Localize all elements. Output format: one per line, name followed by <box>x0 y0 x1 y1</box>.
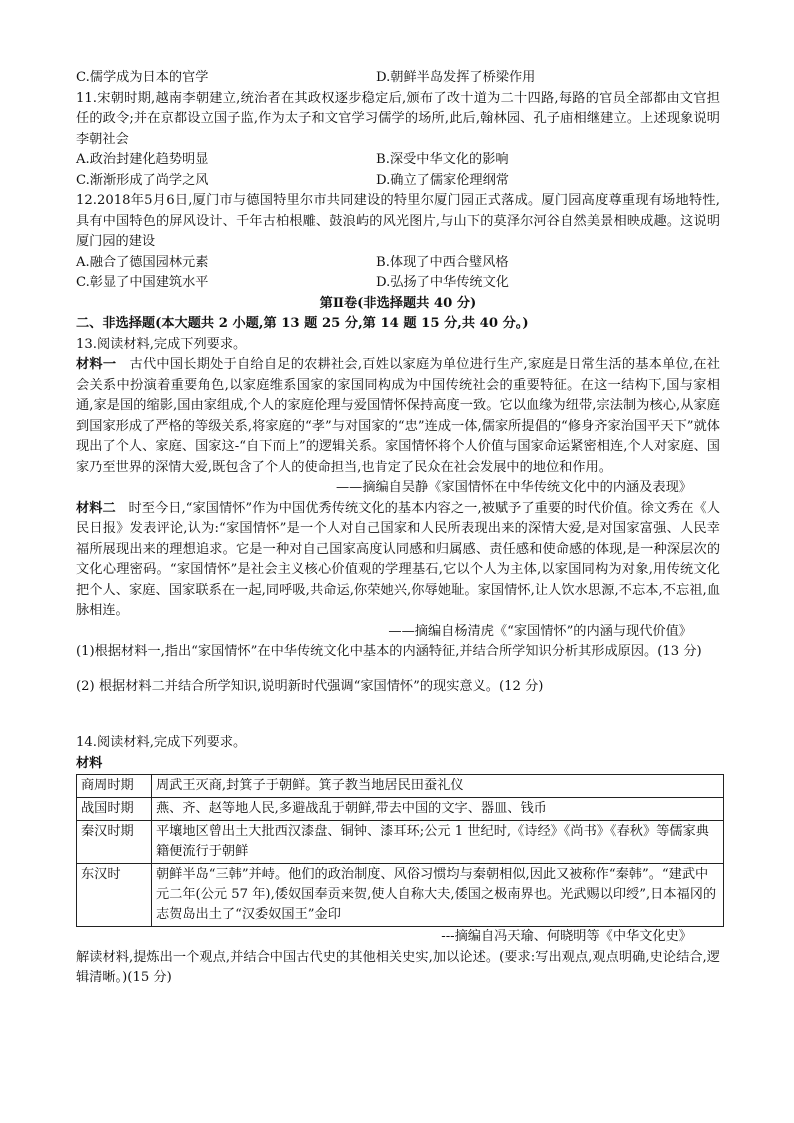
q13-intro: 13.阅读材料,完成下列要求。 <box>76 336 247 352</box>
q11-option-c: C.渐渐形成了尚学之风 <box>76 172 209 188</box>
section-heading: 二、非选择题(本大题共 2 小题,第 13 题 25 分,第 14 题 15 分,共 40 分。) <box>76 316 529 331</box>
event-cell: 朝鲜半岛“三韩”并峙。他们的政治制度、风俗习惯均与秦朝相似,因此又被称作“秦韩”。“建武中元二年(公元 57 年),倭奴国奉贡来贺,使人自称大夫,倭国之极南界也。光武赐以印绶”,日本福冈的志贺岛出土了“汉委奴国王”金印 <box>152 864 724 927</box>
q14-material-table <box>76 774 724 927</box>
q14-intro: 14.阅读材料,完成下列要求。 <box>76 735 247 750</box>
q10-options-row <box>76 68 720 89</box>
q12-option-c: C.彰显了中国建筑水平 <box>76 275 209 290</box>
q14-source: ---摘编自冯天瑜、何晓明等《中华文化史》 <box>441 929 692 944</box>
q13-subquestion-2: (2) 根据材料二并结合所学知识,说明新时代强调“家国情怀”的现实意义。(12 分) <box>76 678 544 694</box>
q12-option-b: B.体现了中西合璧风格 <box>376 254 509 270</box>
period-cell: 战国时期 <box>77 798 152 821</box>
q12-stem: 12.2018年5月6日,厦门市与德国特里尔市共同建设的特里尔厦门园正式落成。厦门园高度尊重现有场地特性,具有中国特色的屏风设计、千年古柏根雕、鼓浪屿的风光图片,与山下的莫泽尔河谷自然美景相映成趣。这说明厦门园的建设 <box>76 193 720 249</box>
material-1-source: ——摘编自吴静《家国情怀在中华传统文化中的内涵及表现》 <box>335 480 692 495</box>
table-row <box>77 821 724 864</box>
q11-stem: 11.宋朝时期,越南李朝建立,统治者在其政权逐步稳定后,颁布了改十道为二十四路,每路的官员全部都由文官担任的政令;并在京都设立国子监,作为太子和文官学习儒学的场所,此后,翰林园、孔子庙相继建立。上述现象说明李朝社会 <box>76 90 720 147</box>
table-row <box>77 864 724 927</box>
q11-option-d: D.确立了儒家伦理纲常 <box>376 172 509 188</box>
material-2-label: 材料二 <box>76 500 116 516</box>
event-cell: 燕、齐、赵等地人民,多避战乱于朝鲜,带去中国的文字、器皿、钱币 <box>152 798 724 821</box>
material-2-text: 时至今日,“家国情怀”作为中国优秀传统文化的基本内容之一,被赋予了重要的时代价值。徐文秀在《人民日报》发表评论,认为:“家国情怀”是一个人对自己国家和人民所表现出来的深情大爱,是对国家富强、人民幸福所展现出来的理想追求。它是一种对自己国家高度认同感和归属感、责任感和使命感的体现,是一种深层次的文化心理密码。“家国情怀”是社会主义核心价值观的学理基石,它以个人为主体,以家国同构为对象,用传统文化把个人、家庭、国家联系在一起,同呼吸,共命运,你荣她兴,你辱她耻。家国情怀,让人饮水思源,不忘本,不忘祖,血脉相连。 <box>76 500 720 618</box>
q13-subquestion-1: (1)根据材料一,指出“家国情怀”在中华传统文化中基本的内涵特征,并结合所学知识分析其形成原因。(13 分) <box>76 644 702 659</box>
section-title: 第Ⅱ卷(非选择题共 40 分) <box>319 295 477 311</box>
event-cell: 平壤地区曾出土大批西汉漆盘、铜钟、漆耳环;公元 1 世纪时,《诗经》《尚书》《春秋》等儒家典籍便流行于朝鲜 <box>152 821 724 864</box>
q11-options-row-1 <box>76 150 720 171</box>
table-row <box>77 775 724 798</box>
period-cell: 商周时期 <box>77 775 152 798</box>
q11-option-a: A.政治封建化趋势明显 <box>76 152 209 167</box>
q10-option-d: D.朝鲜半岛发挥了桥梁作用 <box>376 70 536 85</box>
material-1-text: 古代中国长期处于自给自足的农耕社会,百姓以家庭为单位进行生产,家庭是日常生活的基本单位,在社会关系中扮演着重要角色,以家庭维系国家的家国同构成为中国传统社会的重要特征。在这一结构下,国与家相通,家是国的缩影,国由家组成,个人的家庭伦理与爱国情怀保持高度一致。它以血缘为纽带,宗法制为核心,从家庭到国家形成了严格的等级关系,将家庭的“孝”与对国家的“忠”连成一体,儒家所提倡的“修身齐家治国平天下”就体现出了个人、家庭、国家这-“自下而上”的逻辑关系。家国情怀将个人价值与国家命运紧密相连,个人对家庭、国家乃至世界的深情大爱,既包含了个人的使命担当,也肯定了民众在社会发展中的地位和作用。 <box>76 357 720 475</box>
material-2-source: ——摘编自杨清虎《“家国情怀”的内涵与现代价值》 <box>388 623 692 639</box>
material-1-label: 材料一 <box>76 357 117 372</box>
q13-material-1 <box>76 355 720 478</box>
q13-material-2 <box>76 499 720 622</box>
q11-options-row-2 <box>76 171 720 192</box>
q14-material-label: 材料 <box>76 755 103 771</box>
q12-option-a: A.融合了德国园林元素 <box>76 254 209 270</box>
q12-options-row-2 <box>76 273 720 294</box>
table-row <box>77 798 724 821</box>
q11-option-b: B.深受中华文化的影响 <box>376 152 509 167</box>
q14-task: 解读材料,提炼出一个观点,并结合中国古代史的其他相关史实,加以论述。(要求:写出观点,观点明确,史论结合,逻辑清晰。)(15 分) <box>76 949 720 985</box>
q10-option-c: C.儒学成为日本的官学 <box>76 70 209 85</box>
event-cell: 周武王灭商,封箕子于朝鲜。箕子教当地居民田蚕礼仪 <box>152 775 724 798</box>
period-cell: 秦汉时期 <box>77 821 152 864</box>
exam-page <box>76 68 720 989</box>
q12-options-row-1 <box>76 253 720 274</box>
q12-option-d: D.弘扬了中华传统文化 <box>376 275 509 290</box>
period-cell: 东汉时 <box>77 864 152 927</box>
